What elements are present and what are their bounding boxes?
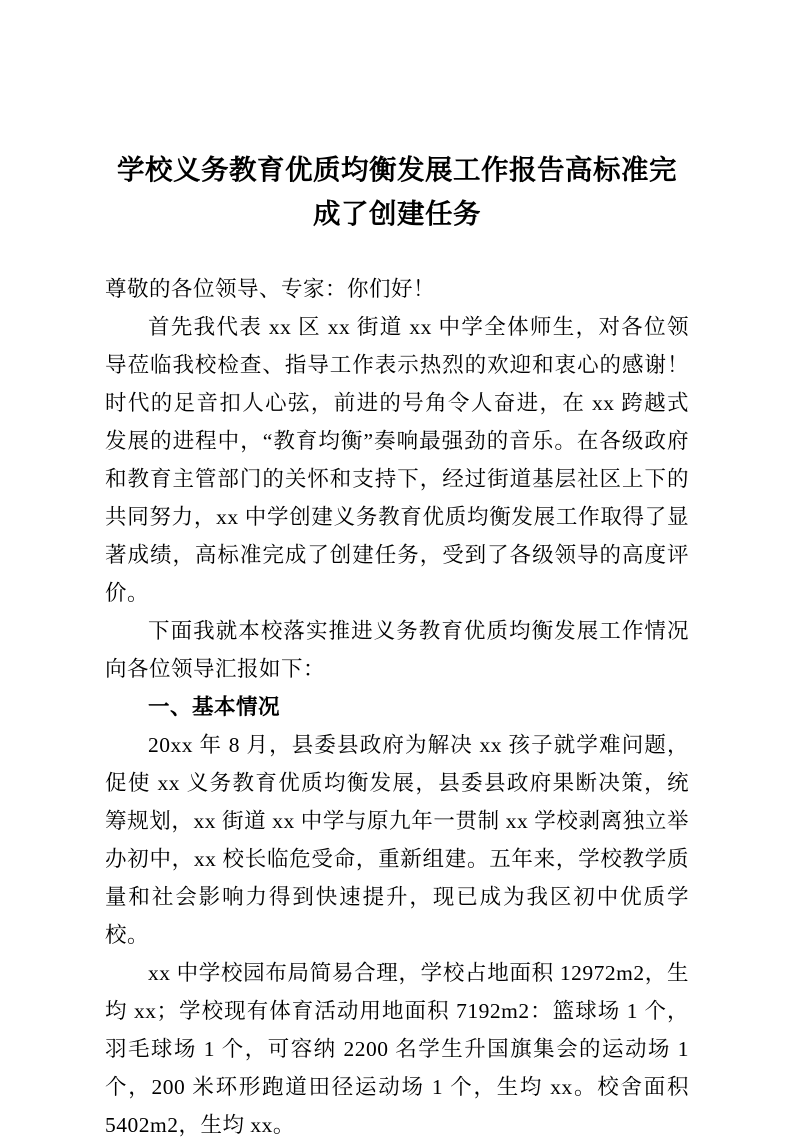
campus-facilities-paragraph: xx 中学校园布局简易合理，学校占地面积 12972m2，生均 xx；学校现有体育活动用地面积 7192m2：篮球场 1 个，羽毛球场 1 个，可容纳 2200 名学生升国旗集会的运动场 1 个，200 米环形跑道田径运动场 1 个，生均 xx。校舍面积 5402m2，生均 xx。: [105, 961, 689, 1137]
school-history-paragraph: 20xx 年 8 月，县委县政府为解决 xx 孩子就学难问题，促使 xx 义务教育优质均衡发展，县委县政府果断决策，统筹规划，xx 街道 xx 中学与原九年一贯制 xx 学校剥离独立举办初中，xx 校长临危受命，重新组建。五年来，学校教学质量和社会影响力得到快速提升，现已成为我区初中优质学校。: [105, 733, 689, 947]
salutation-line: 尊敬的各位领导、专家：你们好！: [105, 277, 436, 301]
document-title: 学校义务教育优质均衡发展工作报告高标准完成了创建任务: [117, 154, 677, 229]
report-lead-in-paragraph: 下面我就本校落实推进义务教育优质均衡发展工作情况向各位领导汇报如下：: [105, 619, 689, 681]
section-heading-basic-info: 一、基本情况: [148, 695, 281, 719]
intro-paragraph: 首先我代表 xx 区 xx 街道 xx 中学全体师生，对各位领导莅临我校检查、指导工作表示热烈的欢迎和衷心的感谢！时代的足音扣人心弦，前进的号角令人奋进，在 xx 跨越式发展的进程中，“教育均衡”奏响最强劲的音乐。在各级政府和教育主管部门的关怀和支持下，经过街道基层社区上下的共同努力，xx 中学创建义务教育优质均衡发展工作取得了显著成绩，高标准完成了创建任务，受到了各级领导的高度评价。: [105, 315, 689, 605]
